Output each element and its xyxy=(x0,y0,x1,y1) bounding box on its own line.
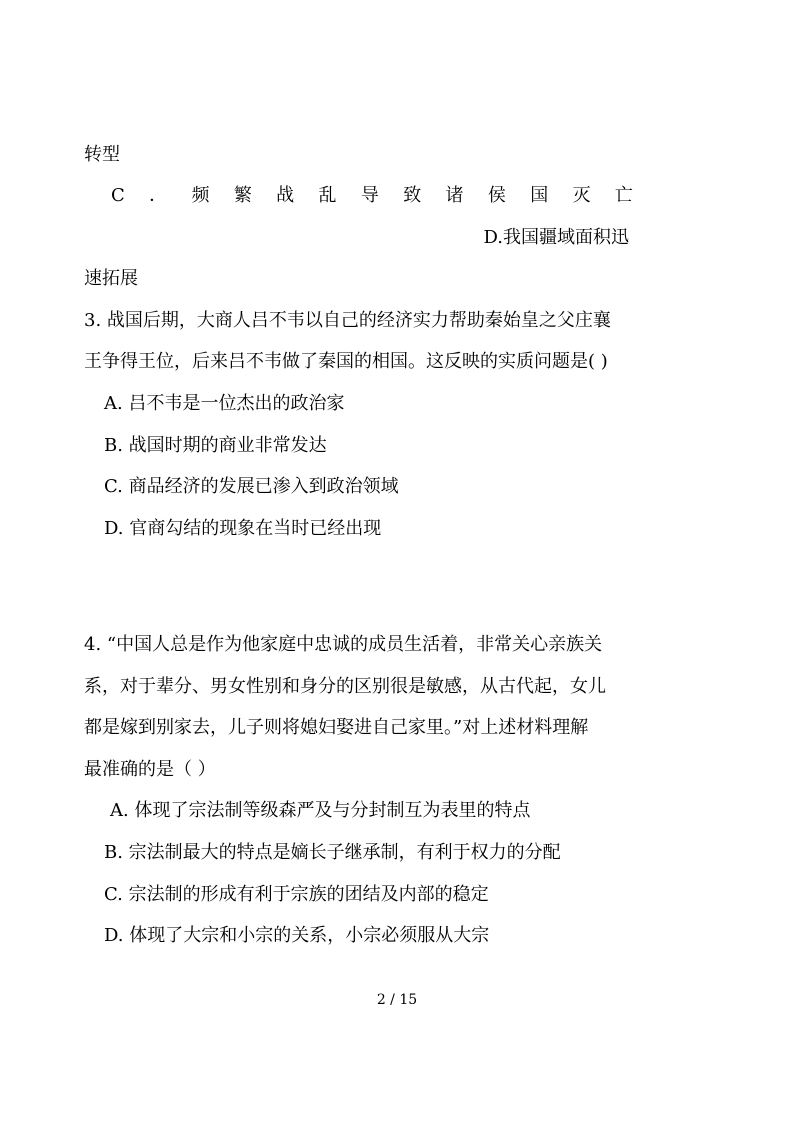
question-3-option-a: A. 吕不韦是一位杰出的政治家 xyxy=(104,393,345,414)
option-c-char: 国 xyxy=(530,185,549,206)
option-c-char: 亡 xyxy=(614,185,633,206)
option-c-char: 乱 xyxy=(318,185,337,206)
page-number: 2 / 15 xyxy=(376,992,418,1008)
question-4-option-a: A. 体现了宗法制等级森严及与分封制互为表里的特点 xyxy=(110,800,531,821)
question-4-option-c: C. 宗法制的形成有利于宗族的团结及内部的稳定 xyxy=(104,884,489,905)
question-3-option-c: C. 商品经济的发展已渗入到政治领域 xyxy=(104,476,399,497)
question-4-stem-line: 系，对于辈分、男女性别和身分的区别很是敏感，从古代起，女儿 xyxy=(84,676,606,697)
question-4-stem-line: 最准确的是（ ） xyxy=(84,759,216,780)
question-4-option-d: D. 体现了大宗和小宗的关系，小宗必须服从大宗 xyxy=(104,925,490,946)
option-c-char: 战 xyxy=(276,185,295,206)
option-c-char: ． xyxy=(149,185,168,206)
prev-option-d-end: 速拓展 xyxy=(84,268,138,289)
option-c-char: 灭 xyxy=(572,185,591,206)
option-c-char: 侯 xyxy=(487,185,506,206)
question-4-option-b: B. 宗法制最大的特点是嫡长子继承制，有利于权力的分配 xyxy=(104,842,561,863)
question-3-stem-line: 王争得王位，后来吕不韦做了秦国的相国。这反映的实质问题是( ) xyxy=(84,351,608,372)
option-c-char: C xyxy=(111,185,125,206)
option-c-char: 导 xyxy=(360,185,379,206)
option-c-char: 致 xyxy=(403,185,422,206)
question-3-option-d: D. 官商勾结的现象在当时已经出现 xyxy=(104,518,382,539)
prev-option-c xyxy=(111,184,633,208)
question-3-stem-line: 3. 战国后期，大商人吕不韦以自己的经济实力帮助秦始皇之父庄襄 xyxy=(84,310,611,331)
prev-option-d-start: D.我国疆域面积迅 xyxy=(483,227,629,248)
question-3-option-b: B. 战国时期的商业非常发达 xyxy=(104,435,327,456)
option-c-char: 繁 xyxy=(233,185,252,206)
option-c-char: 频 xyxy=(191,185,210,206)
question-4-stem-line: 4. “中国人总是作为他家庭中忠诚的成员生活着，非常关心亲族关 xyxy=(84,634,603,655)
question-4-stem-line: 都是嫁到别家去，儿子则将媳妇娶进自己家里。”对上述材料理解 xyxy=(84,717,589,738)
prev-question-tail-line: 转型 xyxy=(84,144,120,165)
option-c-char: 诸 xyxy=(445,185,464,206)
